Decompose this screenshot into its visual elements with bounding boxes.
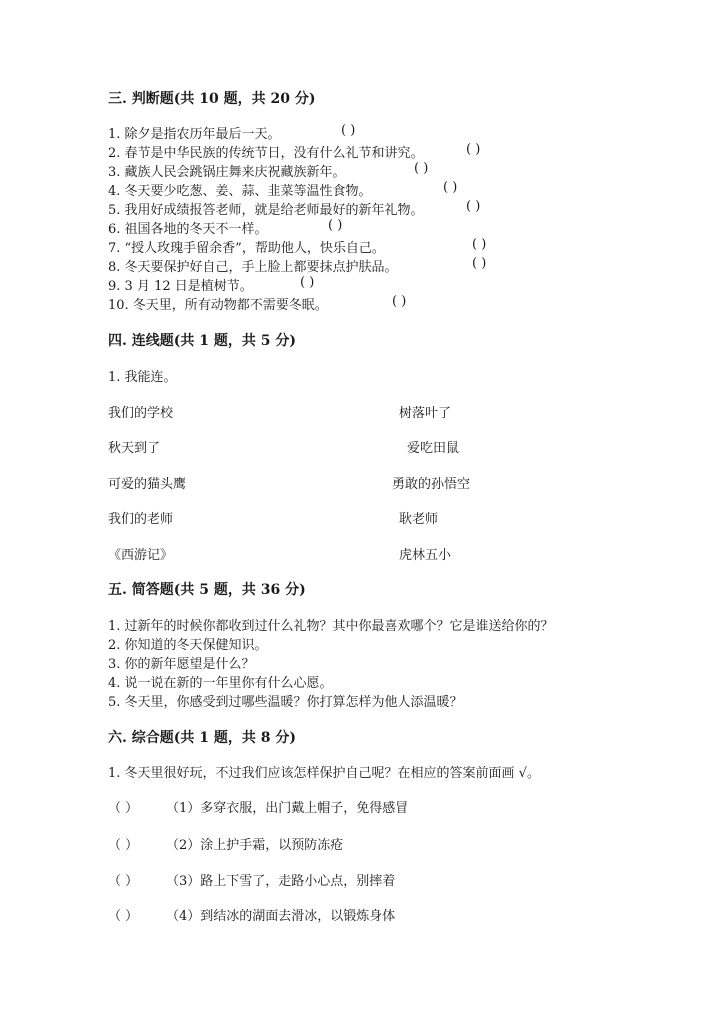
judge-item-3: 3. 藏族人民会跳锅庄舞来庆祝藏族新年。 [108, 165, 346, 180]
judge-item-1: 1. 除夕是指农历年最后一天。 [108, 127, 281, 142]
match-left-item[interactable]: 我们的老师 [108, 512, 174, 527]
match-question: 1. 我能连。 [108, 370, 177, 385]
judge-item-7: 7. “授人玫瑰手留余香”，帮助他人，快乐自己。 [108, 241, 385, 256]
short-answer-item-3: 3. 你的新年愿望是什么？ [108, 657, 255, 672]
section4-title: 四. 连线题(共 1 题，共 5 分) [108, 333, 296, 349]
section3-title: 三. 判断题(共 10 题，共 20 分) [108, 91, 316, 107]
judge-answer-9[interactable]: ( ) [300, 275, 315, 290]
short-answer-item-4: 4. 说一说在新的一年里你有什么心愿。 [108, 676, 333, 691]
judge-answer-7[interactable]: ( ) [472, 237, 487, 252]
judge-item-4: 4. 冬天要少吃葱、姜、蒜、韭菜等温性食物。 [108, 184, 372, 199]
judge-answer-3[interactable]: ( ) [414, 161, 429, 176]
judge-answer-1[interactable]: ( ) [341, 123, 356, 138]
judge-item-6: 6. 祖国各地的冬天不一样。 [108, 222, 268, 237]
judge-answer-5[interactable]: ( ) [466, 199, 481, 214]
judge-answer-8[interactable]: ( ) [472, 256, 487, 271]
judge-item-9: 9. 3 月 12 日是植树节。 [108, 279, 253, 294]
judge-item-10: 10. 冬天里，所有动物都不需要冬眠。 [108, 298, 328, 313]
judge-answer-10[interactable]: ( ) [392, 294, 407, 309]
section6-title: 六. 综合题(共 1 题，共 8 分) [108, 730, 296, 746]
match-right-item[interactable]: 勇敢的孙悟空 [392, 477, 471, 492]
check-box-4[interactable]: （ ） [108, 909, 139, 924]
match-right-item[interactable]: 虎林五小 [399, 548, 452, 563]
match-right-item[interactable]: 爱吃田鼠 [407, 441, 460, 456]
option-text-4: （4）到结冰的湖面去滑冰，以锻炼身体 [166, 909, 396, 924]
match-left-item[interactable]: 秋天到了 [108, 441, 161, 456]
match-left-item[interactable]: 我们的学校 [108, 406, 174, 421]
short-answer-item-1: 1. 过新年的时候你都收到过什么礼物？其中你最喜欢哪个？它是谁送给你的？ [108, 619, 554, 634]
judge-item-2: 2. 春节是中华民族的传统节日，没有什么礼节和讲究。 [108, 146, 424, 161]
option-text-1: （1）多穿衣服，出门戴上帽子，免得感冒 [166, 801, 409, 816]
option-text-2: （2）涂上护手霜，以预防冻疮 [166, 838, 344, 853]
section5-title: 五. 简答题(共 5 题，共 36 分) [108, 582, 306, 598]
comprehensive-question: 1. 冬天里很好玩，不过我们应该怎样保护自己呢？在相应的答案前面画 √。 [108, 766, 540, 781]
short-answer-item-5: 5. 冬天里，你感受到过哪些温暖？你打算怎样为他人添温暖？ [108, 695, 463, 710]
match-left-item[interactable]: 可爱的猫头鹰 [108, 477, 187, 492]
check-box-3[interactable]: （ ） [108, 874, 139, 889]
judge-answer-4[interactable]: ( ) [443, 180, 458, 195]
option-text-3: （3）路上下雪了，走路小心点，别摔着 [166, 874, 396, 889]
match-left-item[interactable]: 《西游记》 [108, 548, 174, 563]
match-right-item[interactable]: 树落叶了 [399, 406, 452, 421]
check-box-1[interactable]: （ ） [108, 801, 139, 816]
judge-item-5: 5. 我用好成绩报答老师，就是给老师最好的新年礼物。 [108, 203, 424, 218]
match-right-item[interactable]: 耿老师 [399, 512, 439, 527]
judge-answer-6[interactable]: ( ) [328, 218, 343, 233]
judge-answer-2[interactable]: ( ) [466, 142, 481, 157]
short-answer-item-2: 2. 你知道的冬天保健知识。 [108, 638, 268, 653]
judge-item-8: 8. 冬天要保护好自己，手上脸上都要抹点护肤品。 [108, 260, 398, 275]
check-box-2[interactable]: （ ） [108, 838, 139, 853]
